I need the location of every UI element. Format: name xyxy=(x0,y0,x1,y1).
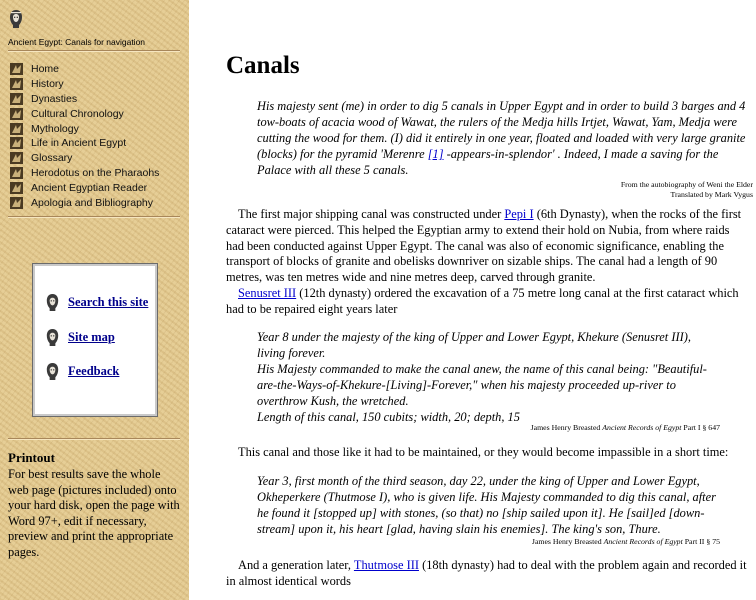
source-title: Ancient Records of Egypt xyxy=(602,423,682,432)
nav-item-herodotus[interactable] xyxy=(10,166,159,181)
nav-item-label: Herodotus on the Pharaohs xyxy=(31,166,160,179)
nav-item-reader[interactable] xyxy=(10,180,159,195)
feedback-tool[interactable] xyxy=(43,362,119,381)
paragraph-thutmose-iii xyxy=(226,558,752,590)
nav-item-history[interactable] xyxy=(10,77,159,92)
quote-thutmose-i xyxy=(257,473,720,537)
feedback-link[interactable]: Feedback xyxy=(68,364,120,378)
divider xyxy=(8,50,180,52)
page-title: Canals xyxy=(226,52,300,79)
quote-text xyxy=(257,98,753,178)
nav-item-label: Mythology xyxy=(31,122,79,135)
papyrus-icon xyxy=(10,123,23,135)
nav-item-label: Glossary xyxy=(31,152,73,165)
search-tool[interactable] xyxy=(43,293,148,312)
nav-item-life-in-ancient-egypt[interactable] xyxy=(10,136,159,151)
search-site-link[interactable]: Search this site xyxy=(68,295,149,309)
divider xyxy=(8,438,180,440)
paragraph-text: The first major shipping canal was constructed under xyxy=(238,207,505,221)
printout-text: For best results save the whole web page (pictures included) onto your hard disk, open the page with Word 97+, edit if necessary, preview and print the appropriate pages. xyxy=(8,467,180,559)
paragraph-pepi xyxy=(226,207,750,286)
divider xyxy=(8,216,180,218)
nav-item-home[interactable] xyxy=(10,62,159,77)
paragraph-text: (12th dynasty) ordered the excavation of a 75 metre long canal at the first cataract which had to be repaired eight years later xyxy=(226,286,739,316)
tools-box xyxy=(32,263,158,417)
nav-item-label: Ancient Egyptian Reader xyxy=(31,181,148,194)
printout-heading: Printout xyxy=(8,450,55,465)
nav-item-label: Home xyxy=(31,63,60,76)
quote-line: His Majesty commanded to make the canal anew, the name of this canal being: "Beautiful-are-the-Ways-of-Khekure-[Living]-Forever," when his majesty proceeded up-river to overthrow Kush, the wretched. xyxy=(257,362,707,408)
quote-line: Year 8 under the majesty of the king of Upper and Lower Egypt, Khekure (Senusret III), living forever. xyxy=(257,330,691,360)
egyptian-head-logo-icon[interactable] xyxy=(8,9,24,29)
pepi-i-link[interactable]: Pepi I xyxy=(504,207,534,221)
printout-panel xyxy=(8,450,183,561)
paragraph-text: And a generation later, xyxy=(238,558,354,572)
paragraph-senusret xyxy=(226,286,750,318)
source-title: Ancient Records of Egypt xyxy=(603,537,683,546)
sidebar xyxy=(0,0,189,600)
quote-source xyxy=(257,423,720,433)
source-ref: Part II § 75 xyxy=(682,537,720,546)
sitemap-tool[interactable] xyxy=(43,328,115,347)
source-line: From the autobiography of Weni the Elder xyxy=(620,180,753,189)
nav-item-label: Apologia and Bibliography xyxy=(31,196,154,209)
papyrus-icon xyxy=(10,182,23,194)
egyptian-head-icon xyxy=(43,328,62,347)
paragraph-text: (18th dynasty) had to deal with the problem again and recorded it in almost identical words xyxy=(226,558,747,588)
paragraph-maintenance: This canal and those like it had to be maintained, or they would become impassible in a short time: xyxy=(238,445,729,459)
site-title: Ancient Egypt: Canals for navigation xyxy=(8,37,146,47)
quote-line: Length of this canal, 150 cubits; width, 20; depth, 15 xyxy=(257,410,520,424)
papyrus-icon xyxy=(10,78,23,90)
papyrus-icon xyxy=(10,137,23,149)
source-line: Translated by Mark Vygus xyxy=(670,190,753,199)
nav-item-label: Dynasties xyxy=(31,92,78,105)
quote-text-part: -appears-in-splendor' . Indeed, I made a saving for the Palace with all these 5 canals. xyxy=(257,147,719,177)
nav-item-apologia[interactable] xyxy=(10,195,159,210)
nav-item-mythology[interactable] xyxy=(10,121,159,136)
quote-text: Year 3, first month of the third season, day 22, under the king of Upper and Lower Egypt, Okheperkere (Thutmose I), who is given life. His Majesty commanded to dig this canal, after he found it [stopped up] with stones, (so that) no [ship sailed upon it]. He [sail]ed [down-stream] upon it, his heart [glad, having slain his enemies]. The king's son, Thure. xyxy=(257,474,716,536)
nav-item-label: History xyxy=(31,78,64,91)
source-author: James Henry Breasted xyxy=(531,537,604,546)
quote-weni xyxy=(257,98,753,200)
sitemap-link[interactable]: Site map xyxy=(68,330,115,344)
thutmose-iii-link[interactable]: Thutmose III xyxy=(353,558,419,572)
source-author: James Henry Breasted xyxy=(530,423,603,432)
papyrus-icon xyxy=(10,93,23,105)
quote-senusret xyxy=(257,329,720,425)
papyrus-icon xyxy=(10,197,23,209)
quote-source xyxy=(257,537,720,547)
quote-text-part: His majesty sent (me) in order to dig 5 canals in Upper Egypt and in order to build 3 barges and 4 tow-boats of acacia wood of Wawat, the rulers of the Medja hills Irtjet, Wawat, Yam, Medja were cutting the wood for them. (I) did it entirely in one year, floated and loaded with very large granite (blocks) for the pyramid 'Merenre xyxy=(257,99,746,161)
nav-item-dynasties[interactable] xyxy=(10,92,159,107)
paragraph-text: (6th Dynasty), when the rocks of the first cataract were pierced. This helped the Egyptian army to extend their hold on Nubia, from where raids had been conducted against Upper Egypt. The canal was also of economic significance, enabling the transport of blocks of granite and obelisks downriver on sizable ships. The canal had a length of 90 metres, was ten metres wide and nine metres deep, carved through granite. xyxy=(226,207,742,285)
footnote-link[interactable]: [1] xyxy=(427,147,444,161)
papyrus-icon xyxy=(10,152,23,164)
egyptian-head-icon xyxy=(43,293,62,312)
papyrus-icon xyxy=(10,167,23,179)
nav-item-cultural-chronology[interactable] xyxy=(10,106,159,121)
quote-source xyxy=(257,180,753,200)
papyrus-icon xyxy=(10,63,23,75)
nav-item-glossary[interactable] xyxy=(10,151,159,166)
nav-item-label: Life in Ancient Egypt xyxy=(31,137,127,150)
senusret-iii-link[interactable]: Senusret III xyxy=(238,286,297,300)
egyptian-head-icon xyxy=(43,362,62,381)
nav-menu xyxy=(10,62,159,210)
source-ref: Part I § 647 xyxy=(681,423,720,432)
papyrus-icon xyxy=(10,108,23,120)
nav-item-label: Cultural Chronology xyxy=(31,107,124,120)
